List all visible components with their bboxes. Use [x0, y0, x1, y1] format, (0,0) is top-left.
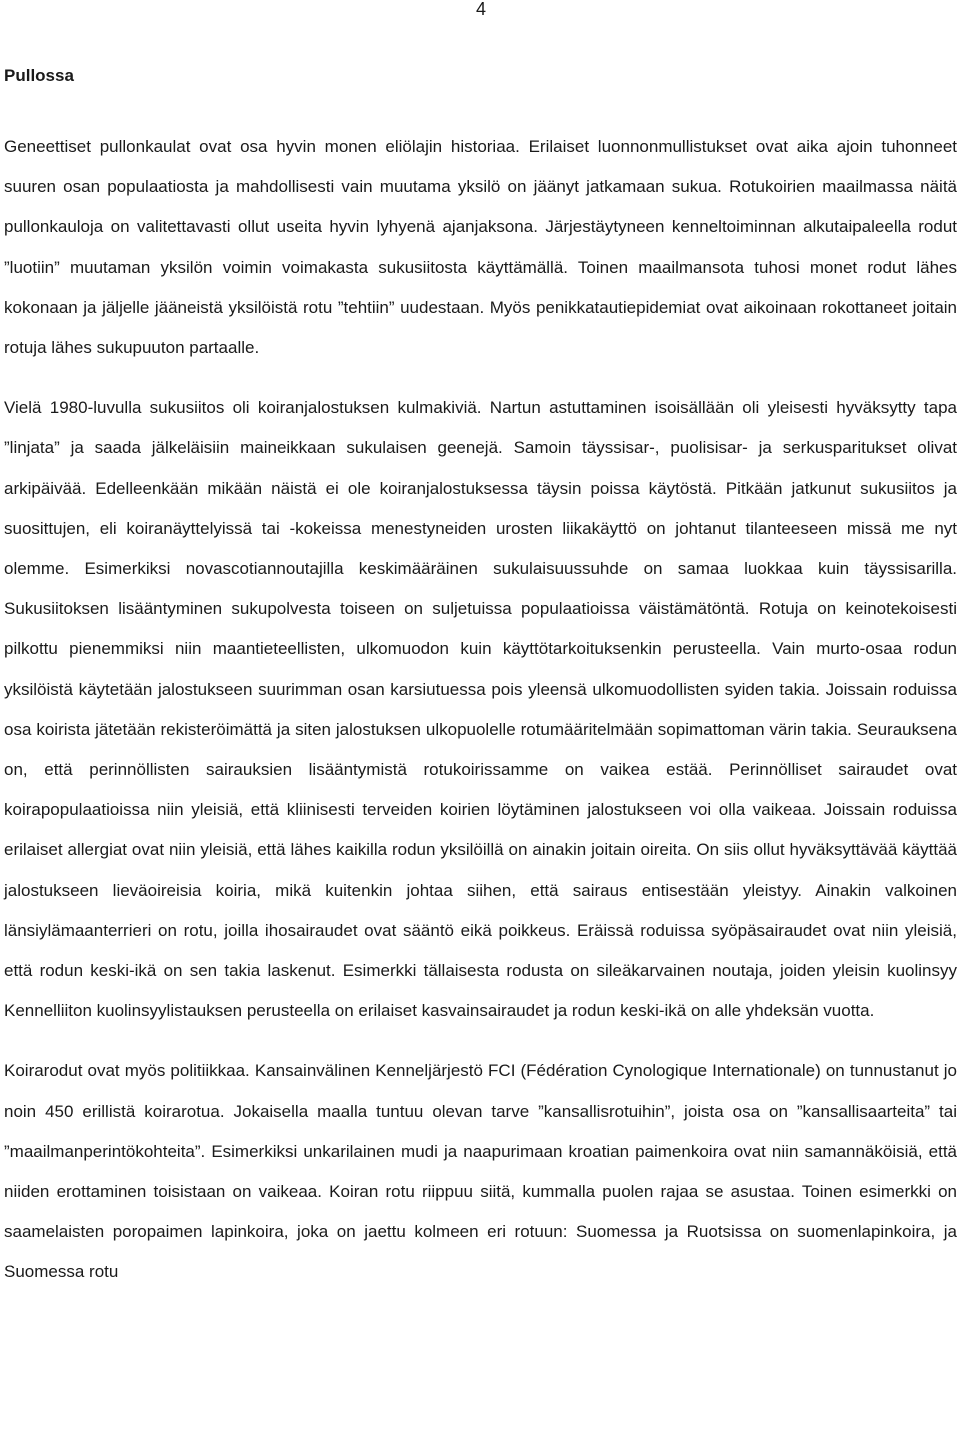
- paragraph-bottlenecks: Geneettiset pullonkaulat ovat osa hyvin monen eliölajin historiaa. Erilaiset luonnonmullistukset ovat aika ajoin tuhonneet suuren osan populaatiosta ja mahdollisesti vain muutama yksilö on jäänyt jatkamaan sukua. Rotukoirien maailmassa näitä pullonkauloja on valitettavasti ollut useita hyvin lyhyenä ajanjaksona. Järjestäytyneen kenneltoiminnan alkutaipaleella rodut ”luotiin” muutaman yksilön voimin voimakasta sukusiitosta käyttämällä. Toinen maailmansota tuhosi monet rodut lähes kokonaan ja jäljelle jääneistä yksilöistä rotu ”tehtiin” uudestaan. Myös penikkatautiepidemiat ovat aikoinaan rokottaneet joitain rotuja lähes sukupuuton partaalle.: [4, 137, 957, 358]
- paragraph-politics: Koirarodut ovat myös politiikkaa. Kansainvälinen Kenneljärjestö FCI (Fédération Cynologique Internationale) on tunnustanut jo noin 450 erillistä koirarotua. Jokaisella maalla tuntuu olevan tarve ”kansallisrotuihin”, joista osa on ”kansallisaarteita” tai ”maailmanperintökohteita”. Esimerkiksi unkarilainen mudi ja naapurimaan kroatian paimenkoira ovat niin samannäköisiä, että niiden erottaminen toisistaan on vaikeaa. Koiran rotu riippuu siitä, kummalla puolen rajaa se asustaa. Toinen esimerkki on saamelaisten poropaimen lapinkoira, joka on jaettu kolmeen eri rotuun: Suomessa ja Ruotsissa on suomenlapinkoira, ja Suomessa rotu: [4, 1061, 957, 1282]
- section-heading: Pullossa: [4, 66, 74, 85]
- document-body: [4, 64, 957, 1293]
- paragraph-inbreeding: Vielä 1980-luvulla sukusiitos oli koiranjalostuksen kulmakiviä. Nartun astuttaminen isoisällään oli yleisesti hyväksytty tapa ”linjata” ja saada jälkeläisiin maineikkaan sukulaisen geenejä. Samoin täyssisar-, puolisisar- ja serkusparitukset olivat arkipäivää. Edelleenkään mikään näistä ei ole koiranjalostuksessa täysin poissa käytöstä. Pitkään jatkunut sukusiitos ja suosittujen, eli koiranäyttelyissä tai -kokeissa menestyneiden urosten liikakäyttö on johtanut tilanteeseen missä me nyt olemme. Esimerkiksi novascotiannoutajilla keskimääräinen sukulaisuussuhde on samaa luokkaa kuin täyssisarilla. Sukusiitoksen lisääntyminen sukupolvesta toiseen on suljetuissa populaatioissa väistämätöntä. Rotuja on keinotekoisesti pilkottu pienemmiksi niin maantieteellisten, ulkomuodon kuin käyttötarkoituksenkin perusteella. Vain murto-osaa rodun yksilöistä käytetään jalostukseen suurimman osan karsiutuessa pois yleensä ulkomuodollisten syiden takia. Joissain roduissa osa koirista jätetään rekisteröimättä ja siten jalostuksen ulkopuolelle rotumääritelmään sopimattoman värin takia. Seurauksena on, että perinnöllisten sairauksien lisääntymistä rotukoirissamme on vaikea estää. Perinnölliset sairaudet ovat koirapopulaatioissa niin yleisiä, että kliinisesti terveiden koirien löytäminen jalostukseen voi olla vaikeaa. Joissain roduissa erilaiset allergiat ovat niin yleisiä, että lähes kaikilla rodun yksilöillä on ainakin joitain oireita. On siis ollut hyväksyttävää käyttää jalostukseen lieväoireisia koiria, mikä kuitenkin johtaa siihen, että sairaus entisestään yleistyy. Ainakin valkoinen länsiylämaanterrieri on rotu, joilla ihosairaudet ovat sääntö eikä poikkeus. Eräissä roduissa syöpäsairaudet ovat niin yleisiä, että rodun keski-ikä on sen takia laskenut. Esimerkki tällaisesta rodusta on sileäkarvainen noutaja, joiden yleisin kuolinsyy Kennelliiton kuolinsyylistauksen perusteella on erilaiset kasvainsairaudet ja rodun keski-ikä on alle yhdeksän vuotta.: [4, 398, 957, 1021]
- page-number: 4: [475, 0, 486, 19]
